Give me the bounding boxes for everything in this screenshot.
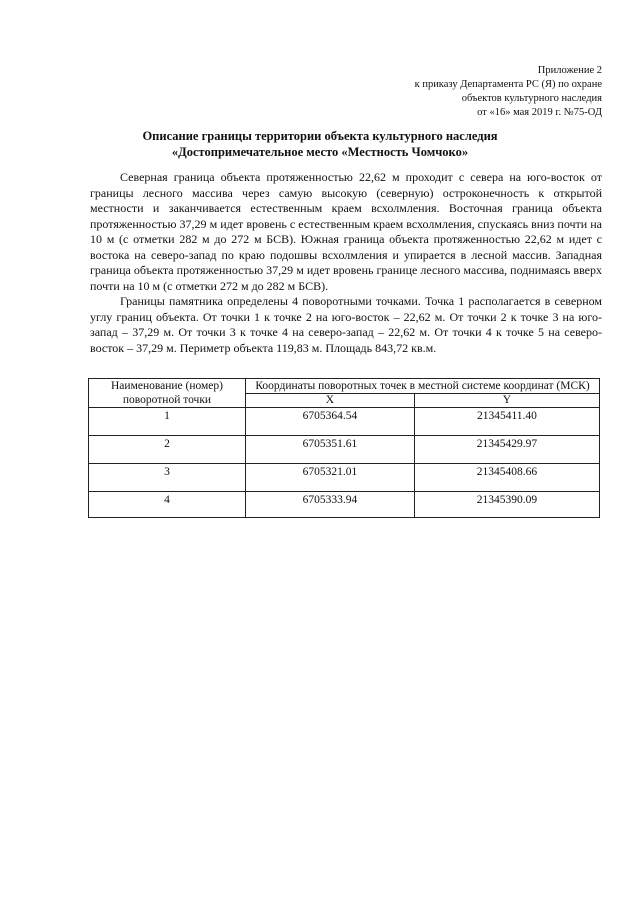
cell-x: 6705333.94 (246, 492, 415, 518)
paragraph-boundaries: Северная граница объекта протяженностью 22,62 м проходит с севера на юго-восток от границы лесного массива через самую высокую (северную) остроконечность к открытой местности и заканчивается естественным краем всхолмления. Восточная граница объекта протяженностью 37,29 м идет вровень с естественным краем всхолмления, спускаясь вниз почти на 10 м (с отметки 282 м до 272 м БСВ). Южная граница объекта протяженностью 22,62 м идет с востока на северо-запад по краю подошвы всхолмления и упирается в лесной массив. Западная граница объекта протяженностью 37,29 м идет вровень границе лесного массива, поднимаясь вверх почти на 10 м (с отметки 272 м до 282 м БСВ). (90, 170, 602, 293)
header-point-name: Наименование (номер) поворотной точки (89, 379, 246, 408)
appendix-line: Приложение 2 (537, 65, 602, 76)
table-row (89, 492, 600, 518)
title-line: Описание границы территории объекта культурного наследия (142, 129, 498, 143)
cell-y: 21345408.66 (414, 464, 599, 492)
table-row (89, 436, 600, 464)
cell-point: 4 (89, 492, 246, 518)
appendix-header (415, 64, 602, 120)
table-header-row (89, 379, 600, 394)
cell-point: 2 (89, 436, 246, 464)
paragraph-points: Границы памятника определены 4 поворотными точками. Точка 1 располагается в северном углу границ объекта. От точки 1 к точке 2 на юго-восток – 22,62 м. От точки 2 к точке 3 на юго-запад – 37,29 м. От точки 3 к точке 4 на северо-запад – 22,62 м. От точки 4 к точке 5 на северо-восток – 37,29 м. Периметр объекта 119,83 м. Площадь 843,72 кв.м. (90, 294, 602, 355)
cell-x: 6705364.54 (246, 408, 415, 436)
header-y: Y (414, 394, 599, 408)
appendix-line: к приказу Департамента РС (Я) по охране (414, 79, 602, 90)
coordinates-table (88, 378, 600, 518)
header-x: X (246, 394, 415, 408)
document-body (90, 170, 602, 356)
title-line: «Достопримечательное место «Местность Чомчоко» (171, 145, 469, 159)
cell-y: 21345429.97 (414, 436, 599, 464)
document-title (0, 128, 640, 160)
table-row (89, 464, 600, 492)
cell-y: 21345390.09 (414, 492, 599, 518)
table-row (89, 408, 600, 436)
appendix-line: объектов культурного наследия (461, 93, 602, 104)
appendix-line: от «16» мая 2019 г. №75-ОД (477, 107, 602, 118)
cell-x: 6705321.01 (246, 464, 415, 492)
cell-y: 21345411.40 (414, 408, 599, 436)
header-coordinates: Координаты поворотных точек в местной системе координат (МСК) (246, 379, 600, 394)
cell-point: 3 (89, 464, 246, 492)
cell-x: 6705351.61 (246, 436, 415, 464)
cell-point: 1 (89, 408, 246, 436)
